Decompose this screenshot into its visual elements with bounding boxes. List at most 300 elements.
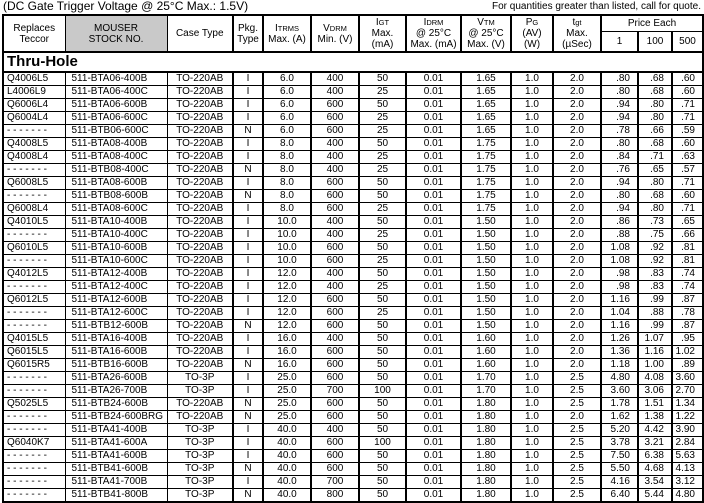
cell-tgt: 2.0 [553,294,601,307]
cell-pg: 1.0 [511,346,553,359]
col-header-price-500: 500 [672,32,703,53]
cell-price-1: 1.08 [601,242,638,255]
cell-pg: 1.0 [511,411,553,424]
cell-replaces: - - - - - - - [3,229,65,242]
cell-pkg: N [233,411,263,424]
cell-vdrm: 600 [311,294,359,307]
cell-price-500: 5.63 [672,450,703,463]
cell-price-500: 3.90 [672,424,703,437]
cell-replaces: - - - - - - - [3,307,65,320]
cell-itrms: 6.0 [263,86,311,99]
cell-pkg: I [233,307,263,320]
cell-stock: 511-BTA41-600B [65,450,167,463]
table-row [3,242,703,255]
cell-vdrm: 600 [311,450,359,463]
col-header-stock: MOUSER STOCK NO. [65,15,167,52]
cell-replaces: - - - - - - - [3,164,65,177]
cell-vdrm: 600 [311,437,359,450]
cell-pkg: I [233,216,263,229]
cell-vtm: 1.50 [461,242,511,255]
table-row [3,72,703,86]
cell-case: TO-220AB [167,307,233,320]
cell-igt: 50 [359,294,406,307]
cell-igt: 50 [359,320,406,333]
cell-pg: 1.0 [511,99,553,112]
cell-pkg: I [233,268,263,281]
cell-price-500: .59 [672,125,703,138]
cell-igt: 50 [359,216,406,229]
cell-price-1: .76 [601,164,638,177]
cell-price-100: 3.06 [638,385,672,398]
cell-vdrm: 600 [311,463,359,476]
cell-case: TO-3P [167,437,233,450]
cell-price-100: 1.38 [638,411,672,424]
cell-pkg: I [233,450,263,463]
cell-stock: 511-BTA06-400B [65,72,167,86]
cell-replaces: Q6004L4 [3,112,65,125]
cell-case: TO-220AB [167,216,233,229]
cell-vtm: 1.50 [461,281,511,294]
cell-pkg: I [233,203,263,216]
section-title: Thru-Hole [3,52,703,72]
cell-replaces: - - - - - - - [3,476,65,489]
cell-stock: 511-BTB24-600BRG [65,411,167,424]
cell-stock: 511-BTA06-600C [65,112,167,125]
cell-price-500: .89 [672,359,703,372]
cell-case: TO-3P [167,450,233,463]
cell-igt: 50 [359,476,406,489]
cell-vtm: 1.60 [461,333,511,346]
cell-pkg: I [233,294,263,307]
cell-pg: 1.0 [511,242,553,255]
cell-price-1: 1.16 [601,320,638,333]
cell-vtm: 1.80 [461,450,511,463]
cell-replaces: Q5025L5 [3,398,65,411]
cell-price-100: 5.44 [638,489,672,503]
table-row [3,255,703,268]
table-row [3,229,703,242]
section-row [3,52,703,72]
cell-price-1: .94 [601,177,638,190]
cell-stock: 511-BTB12-600B [65,320,167,333]
cell-vdrm: 600 [311,190,359,203]
cell-pkg: I [233,151,263,164]
cell-pkg: I [233,424,263,437]
cell-idrm: 0.01 [406,229,461,242]
cell-vtm: 1.50 [461,216,511,229]
cell-vtm: 1.50 [461,268,511,281]
cell-case: TO-220AB [167,359,233,372]
cell-idrm: 0.01 [406,125,461,138]
cell-pkg: N [233,359,263,372]
cell-vdrm: 400 [311,229,359,242]
cell-pkg: N [233,320,263,333]
cell-price-500: .78 [672,307,703,320]
cell-tgt: 2.0 [553,268,601,281]
cell-tgt: 2.5 [553,489,601,503]
table-row [3,294,703,307]
table-row [3,333,703,346]
cell-price-500: 1.22 [672,411,703,424]
cell-idrm: 0.01 [406,255,461,268]
cell-pg: 1.0 [511,359,553,372]
cell-itrms: 10.0 [263,242,311,255]
cell-itrms: 40.0 [263,489,311,503]
table-row [3,281,703,294]
cell-price-1: .94 [601,112,638,125]
table-row [3,424,703,437]
cell-pg: 1.0 [511,476,553,489]
cell-price-500: .63 [672,151,703,164]
cell-idrm: 0.01 [406,72,461,86]
cell-igt: 50 [359,359,406,372]
cell-price-100: 1.00 [638,359,672,372]
cell-pkg: I [233,112,263,125]
cell-pg: 1.0 [511,437,553,450]
cell-replaces: L4006L9 [3,86,65,99]
col-header-idrm: IDRM @ 25°C Max. (mA) [406,15,461,52]
cell-vtm: 1.75 [461,164,511,177]
cell-price-500: .60 [672,190,703,203]
cell-price-100: 1.07 [638,333,672,346]
cell-pkg: I [233,138,263,151]
cell-igt: 25 [359,86,406,99]
cell-replaces: - - - - - - - [3,255,65,268]
cell-idrm: 0.01 [406,86,461,99]
cell-case: TO-220AB [167,112,233,125]
cell-price-100: .80 [638,112,672,125]
cell-igt: 50 [359,398,406,411]
cell-price-500: .71 [672,203,703,216]
cell-stock: 511-BTB41-800B [65,489,167,503]
cell-stock: 511-BTB08-400C [65,164,167,177]
cell-price-1: .80 [601,72,638,86]
cell-stock: 511-BTB24-600B [65,398,167,411]
cell-vdrm: 600 [311,242,359,255]
table-body [3,52,703,502]
cell-case: TO-220AB [167,242,233,255]
cell-case: TO-220AB [167,229,233,242]
cell-pg: 1.0 [511,203,553,216]
cell-tgt: 2.5 [553,372,601,385]
cell-idrm: 0.01 [406,450,461,463]
cell-tgt: 2.0 [553,190,601,203]
cell-igt: 50 [359,72,406,86]
cell-replaces: - - - - - - - [3,450,65,463]
cell-price-500: .87 [672,320,703,333]
cell-vdrm: 800 [311,489,359,503]
cell-price-100: 4.68 [638,463,672,476]
cell-vdrm: 400 [311,333,359,346]
cell-price-100: .92 [638,242,672,255]
cell-vdrm: 400 [311,86,359,99]
cell-pg: 1.0 [511,294,553,307]
cell-case: TO-220AB [167,281,233,294]
cell-pkg: I [233,476,263,489]
cell-itrms: 6.0 [263,112,311,125]
col-header-igt: IGT Max. (mA) [359,15,406,52]
cell-igt: 25 [359,307,406,320]
cell-vdrm: 600 [311,411,359,424]
cell-price-1: 3.78 [601,437,638,450]
cell-price-100: 3.21 [638,437,672,450]
cell-igt: 25 [359,125,406,138]
cell-replaces: Q6006L4 [3,99,65,112]
cell-replaces: Q4010L5 [3,216,65,229]
cell-igt: 50 [359,190,406,203]
cell-price-100: .68 [638,72,672,86]
table-row [3,463,703,476]
cell-vdrm: 400 [311,151,359,164]
cell-igt: 25 [359,203,406,216]
cell-pkg: I [233,385,263,398]
cell-tgt: 2.0 [553,242,601,255]
cell-stock: 511-BTA26-600B [65,372,167,385]
cell-stock: 511-BTA41-400B [65,424,167,437]
col-header-tgt: tgt Max. (µSec) [553,15,601,52]
cell-vdrm: 600 [311,99,359,112]
cell-pg: 1.0 [511,372,553,385]
cell-price-100: 4.08 [638,372,672,385]
cell-price-500: .74 [672,268,703,281]
cell-stock: 511-BTB08-600B [65,190,167,203]
cell-price-1: 6.40 [601,489,638,503]
table-row [3,177,703,190]
cell-itrms: 6.0 [263,125,311,138]
cell-price-1: .94 [601,99,638,112]
table-row [3,112,703,125]
cell-price-100: .68 [638,190,672,203]
cell-case: TO-3P [167,372,233,385]
cell-vdrm: 400 [311,216,359,229]
cell-pg: 1.0 [511,281,553,294]
cell-stock: 511-BTB06-600C [65,125,167,138]
cell-price-1: .84 [601,151,638,164]
cell-stock: 511-BTA12-600B [65,294,167,307]
cell-pg: 1.0 [511,385,553,398]
cell-pkg: I [233,99,263,112]
cell-pkg: I [233,86,263,99]
cell-replaces: Q4006L5 [3,72,65,86]
cell-itrms: 25.0 [263,398,311,411]
col-header-vtm: VTM @ 25°C Max. (V) [461,15,511,52]
cell-idrm: 0.01 [406,268,461,281]
cell-price-1: 5.50 [601,463,638,476]
cell-idrm: 0.01 [406,151,461,164]
cell-price-100: .80 [638,99,672,112]
cell-tgt: 2.0 [553,346,601,359]
cell-stock: 511-BTA08-600C [65,203,167,216]
cell-price-1: .94 [601,203,638,216]
table-row [3,411,703,424]
cell-pg: 1.0 [511,450,553,463]
cell-pg: 1.0 [511,112,553,125]
cell-price-1: 1.08 [601,255,638,268]
cell-pg: 1.0 [511,333,553,346]
cell-idrm: 0.01 [406,99,461,112]
cell-price-500: 4.80 [672,489,703,503]
cell-igt: 25 [359,164,406,177]
cell-vdrm: 600 [311,346,359,359]
cell-idrm: 0.01 [406,398,461,411]
cell-price-500: 3.12 [672,476,703,489]
cell-price-100: .71 [638,151,672,164]
cell-case: TO-220AB [167,411,233,424]
cell-vtm: 1.50 [461,229,511,242]
cell-tgt: 2.0 [553,359,601,372]
cell-stock: 511-BTA16-600B [65,346,167,359]
cell-idrm: 0.01 [406,437,461,450]
cell-vdrm: 400 [311,72,359,86]
cell-price-1: .98 [601,268,638,281]
cell-idrm: 0.01 [406,346,461,359]
cell-pkg: I [233,255,263,268]
cell-price-1: .98 [601,281,638,294]
cell-price-500: .57 [672,164,703,177]
table-row [3,125,703,138]
cell-itrms: 8.0 [263,138,311,151]
cell-price-1: 7.50 [601,450,638,463]
cell-stock: 511-BTA41-600A [65,437,167,450]
cell-replaces: - - - - - - - [3,489,65,503]
cell-replaces: - - - - - - - [3,411,65,424]
cell-case: TO-3P [167,463,233,476]
cell-vtm: 1.50 [461,307,511,320]
cell-igt: 50 [359,411,406,424]
cell-igt: 50 [359,138,406,151]
top-bar [0,0,704,13]
cell-vtm: 1.80 [461,398,511,411]
cell-price-100: .75 [638,229,672,242]
cell-case: TO-3P [167,489,233,503]
table-row [3,359,703,372]
cell-tgt: 2.0 [553,411,601,424]
cell-replaces: - - - - - - - [3,385,65,398]
cell-stock: 511-BTA08-600B [65,177,167,190]
cell-case: TO-3P [167,476,233,489]
cell-vtm: 1.65 [461,99,511,112]
cell-pg: 1.0 [511,72,553,86]
table-row [3,216,703,229]
table-row [3,385,703,398]
cell-pkg: N [233,463,263,476]
cell-itrms: 25.0 [263,372,311,385]
cell-case: TO-220AB [167,333,233,346]
cell-itrms: 12.0 [263,294,311,307]
cell-price-100: .80 [638,203,672,216]
cell-stock: 511-BTA16-400B [65,333,167,346]
cell-case: TO-220AB [167,398,233,411]
cell-price-500: 2.70 [672,385,703,398]
table-row [3,268,703,281]
cell-price-1: 1.26 [601,333,638,346]
cell-vdrm: 600 [311,398,359,411]
cell-replaces: Q6008L5 [3,177,65,190]
cell-price-100: .92 [638,255,672,268]
cell-igt: 50 [359,99,406,112]
table-row [3,203,703,216]
cell-stock: 511-BTA10-400C [65,229,167,242]
cell-pkg: N [233,164,263,177]
cell-pg: 1.0 [511,190,553,203]
cell-vtm: 1.80 [461,489,511,503]
cell-itrms: 40.0 [263,476,311,489]
cell-tgt: 2.0 [553,320,601,333]
cell-price-1: 1.04 [601,307,638,320]
cell-replaces: - - - - - - - [3,190,65,203]
cell-pg: 1.0 [511,86,553,99]
cell-tgt: 2.0 [553,138,601,151]
cell-stock: 511-BTA10-600B [65,242,167,255]
cell-case: TO-220AB [167,125,233,138]
cell-vtm: 1.75 [461,203,511,216]
cell-pg: 1.0 [511,463,553,476]
cell-pkg: I [233,242,263,255]
cell-case: TO-220AB [167,294,233,307]
cell-idrm: 0.01 [406,190,461,203]
cell-itrms: 10.0 [263,229,311,242]
cell-replaces: - - - - - - - [3,125,65,138]
cell-igt: 100 [359,385,406,398]
col-header-pkg: Pkg. Type [233,15,263,52]
cell-price-1: 4.80 [601,372,638,385]
cell-pkg: N [233,489,263,503]
cell-igt: 25 [359,281,406,294]
table-row [3,398,703,411]
cell-price-1: 1.36 [601,346,638,359]
cell-pg: 1.0 [511,398,553,411]
cell-stock: 511-BTA06-600B [65,99,167,112]
cell-igt: 50 [359,424,406,437]
col-header-replaces: Replaces Teccor [3,15,65,52]
cell-itrms: 6.0 [263,99,311,112]
cell-tgt: 2.0 [553,216,601,229]
cell-price-1: .80 [601,86,638,99]
cell-vtm: 1.60 [461,359,511,372]
cell-price-100: .68 [638,86,672,99]
cell-price-100: .66 [638,125,672,138]
cell-price-500: 3.60 [672,372,703,385]
cell-stock: 511-BTA12-400C [65,281,167,294]
parts-table [2,14,704,503]
cell-case: TO-220AB [167,177,233,190]
cell-price-100: .99 [638,294,672,307]
cell-itrms: 8.0 [263,203,311,216]
cell-idrm: 0.01 [406,138,461,151]
cell-pkg: I [233,346,263,359]
cell-tgt: 2.0 [553,333,601,346]
cell-vdrm: 600 [311,307,359,320]
cell-tgt: 2.0 [553,229,601,242]
cell-igt: 25 [359,151,406,164]
col-header-case: Case Type [167,15,233,52]
cell-case: TO-220AB [167,255,233,268]
cell-vtm: 1.80 [461,463,511,476]
cell-vtm: 1.80 [461,476,511,489]
table-row [3,138,703,151]
cell-price-500: .74 [672,281,703,294]
cell-case: TO-3P [167,385,233,398]
cell-vtm: 1.50 [461,320,511,333]
cell-vtm: 1.65 [461,86,511,99]
cell-price-500: .60 [672,72,703,86]
cell-stock: 511-BTA10-600C [65,255,167,268]
cell-idrm: 0.01 [406,203,461,216]
cell-vdrm: 600 [311,177,359,190]
cell-itrms: 8.0 [263,177,311,190]
cell-igt: 50 [359,489,406,503]
cell-price-100: .65 [638,164,672,177]
